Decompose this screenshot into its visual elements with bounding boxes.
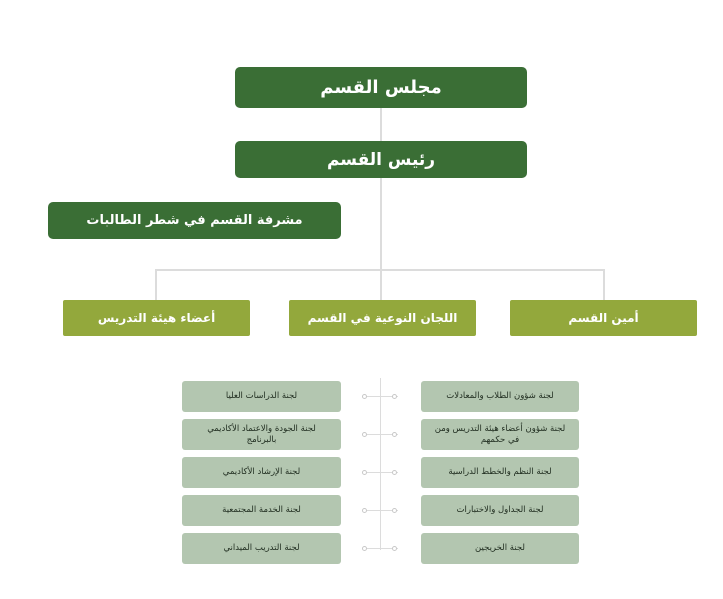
connector-dot — [392, 508, 397, 513]
female-supervisor-box: مشرفة القسم في شطر الطالبات — [48, 202, 341, 239]
committee-box: لجنة الخريجين — [421, 533, 579, 564]
committee-box: لجنة شؤون أعضاء هيئة التدريس ومن في حكمهم — [421, 419, 579, 450]
committee-box: لجنة التدريب الميداني — [182, 533, 341, 564]
center-branch-drop — [380, 269, 382, 300]
connector-dot — [392, 470, 397, 475]
committee-box: لجنة الإرشاد الأكاديمي — [182, 457, 341, 488]
connector-dot — [392, 394, 397, 399]
connector-dot — [362, 432, 367, 437]
connector-dot — [392, 546, 397, 551]
committee-box: لجنة الجودة والاعتماد الأكاديمي بالبرنامج — [182, 419, 341, 450]
left-branch-drop — [155, 269, 157, 300]
committee-box: لجنة الخدمة المجتمعية — [182, 495, 341, 526]
connector-dot — [392, 432, 397, 437]
connector-dot — [362, 508, 367, 513]
committee-box: لجنة شؤون الطلاب والمعادلات — [421, 381, 579, 412]
right-branch-drop — [603, 269, 605, 300]
department-secretary-box: أمين القسم — [510, 300, 697, 336]
faculty-members-box: أعضاء هيئة التدريس — [63, 300, 250, 336]
connector-dot — [362, 546, 367, 551]
committees-vertical-connector — [380, 378, 381, 550]
department-council-box: مجلس القسم — [235, 67, 527, 108]
department-head-box: رئيس القسم — [235, 141, 527, 178]
main-vertical-connector — [380, 108, 382, 271]
committee-box: لجنة النظم والخطط الدراسية — [421, 457, 579, 488]
committee-box: لجنة الجداول والاختبارات — [421, 495, 579, 526]
connector-dot — [362, 394, 367, 399]
connector-dot — [362, 470, 367, 475]
specialized-committees-box: اللجان النوعية في القسم — [289, 300, 476, 336]
committee-box: لجنة الدراسات العليا — [182, 381, 341, 412]
